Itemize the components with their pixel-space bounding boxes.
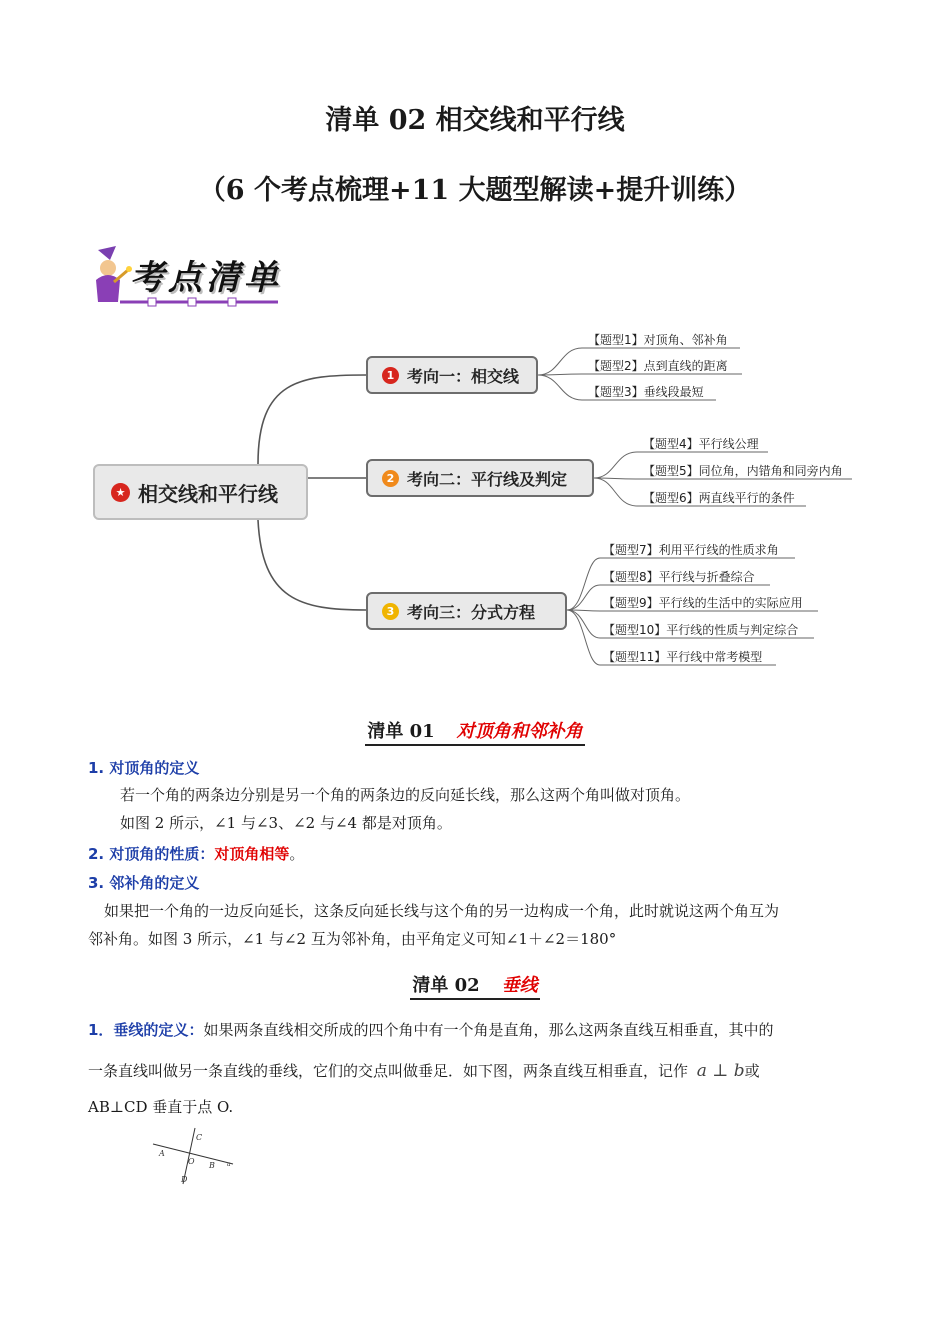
section-1-item-1-example: 如图 2 所示，∠1 与∠3、∠2 与∠4 都是对顶角。 <box>120 814 452 832</box>
section-2-item-1-line3: AB⊥CD 垂直于点 O. <box>88 1098 234 1116</box>
perpendicular-lines-diagram <box>145 1124 245 1190</box>
leaf-type-5: 【题型5】同位角，内错角和同旁内角 <box>643 464 843 478</box>
mind-map-root: ★ 相交线和平行线 <box>93 464 308 520</box>
label-c: C <box>196 1133 203 1142</box>
section-2-item-1-line1: 1．垂线的定义：如果两条直线相交所成的四个角中有一个角是直角，那么这两条直线互相垂直，其中的 <box>88 1021 774 1039</box>
branch-1-number-icon: 1 <box>382 367 399 384</box>
leaf-type-10: 【题型10】平行线的性质与判定综合 <box>603 623 799 637</box>
section-2-item-1-line2: 一条直线叫做另一条直线的垂线，它们的交点叫做垂足．如下图，两条直线互相垂直，记作 a ⊥ b或 <box>88 1061 760 1081</box>
section-1-item-1-text: 若一个角的两条边分别是另一个角的两条边的反向延长线，那么这两个角叫做对顶角。 <box>120 786 691 804</box>
label-d: D <box>181 1175 188 1184</box>
label-b: B <box>209 1161 215 1170</box>
label-small-a: a <box>227 1161 231 1168</box>
leaf-type-7: 【题型7】利用平行线的性质求角 <box>603 543 779 557</box>
leaf-type-9: 【题型9】平行线的生活中的实际应用 <box>603 596 803 610</box>
branch-2: 2 考向二：平行线及判定 <box>366 459 594 497</box>
perpendicular-formula: a ⊥ b <box>696 1061 745 1081</box>
section-1-heading: 清单 01 对顶角和邻补角 <box>0 717 950 746</box>
leaf-type-6: 【题型6】两直线平行的条件 <box>643 491 795 505</box>
section-1-item-2: 2. 对顶角的性质：对顶角相等。 <box>88 845 305 863</box>
leaf-type-11: 【题型11】平行线中常考模型 <box>603 650 763 664</box>
star-icon: ★ <box>111 483 130 502</box>
leaf-type-3: 【题型3】垂线段最短 <box>588 385 704 399</box>
branch-3-number-icon: 3 <box>382 603 399 620</box>
branch-2-number-icon: 2 <box>382 470 399 487</box>
leaf-type-2: 【题型2】点到直线的距离 <box>588 359 728 373</box>
leaf-type-4: 【题型4】平行线公理 <box>643 437 759 451</box>
perpendicular-figure <box>145 1124 245 1190</box>
section-1-item-1-heading: 1. 对顶角的定义 <box>88 759 200 777</box>
label-o: O <box>188 1157 195 1166</box>
section-1-item-3-heading: 3. 邻补角的定义 <box>88 874 200 892</box>
branch-3: 3 考向三：分式方程 <box>366 592 567 630</box>
page-title: 清单 02 相交线和平行线 <box>325 105 625 136</box>
logo-text: 考点清单 <box>130 258 282 298</box>
leaf-type-8: 【题型8】平行线与折叠综合 <box>603 570 755 584</box>
section-2-heading: 清单 02 垂线 <box>0 971 950 1000</box>
label-a: A <box>159 1149 165 1158</box>
branch-1: 1 考向一：相交线 <box>366 356 538 394</box>
section-1-item-3-text-line1: 如果把一个角的一边反向延长，这条反向延长线与这个角的另一边构成一个角，此时就说这两个角互为 <box>104 902 780 920</box>
page-subtitle: （6 个考点梳理+11 大题型解读+提升训练） <box>198 175 752 206</box>
section-1-item-3-text-line2: 邻补角。如图 3 所示，∠1 与∠2 互为邻补角，由平角定义可知∠1＋∠2＝180° <box>88 930 617 948</box>
leaf-type-1: 【题型1】对顶角、邻补角 <box>588 333 728 347</box>
